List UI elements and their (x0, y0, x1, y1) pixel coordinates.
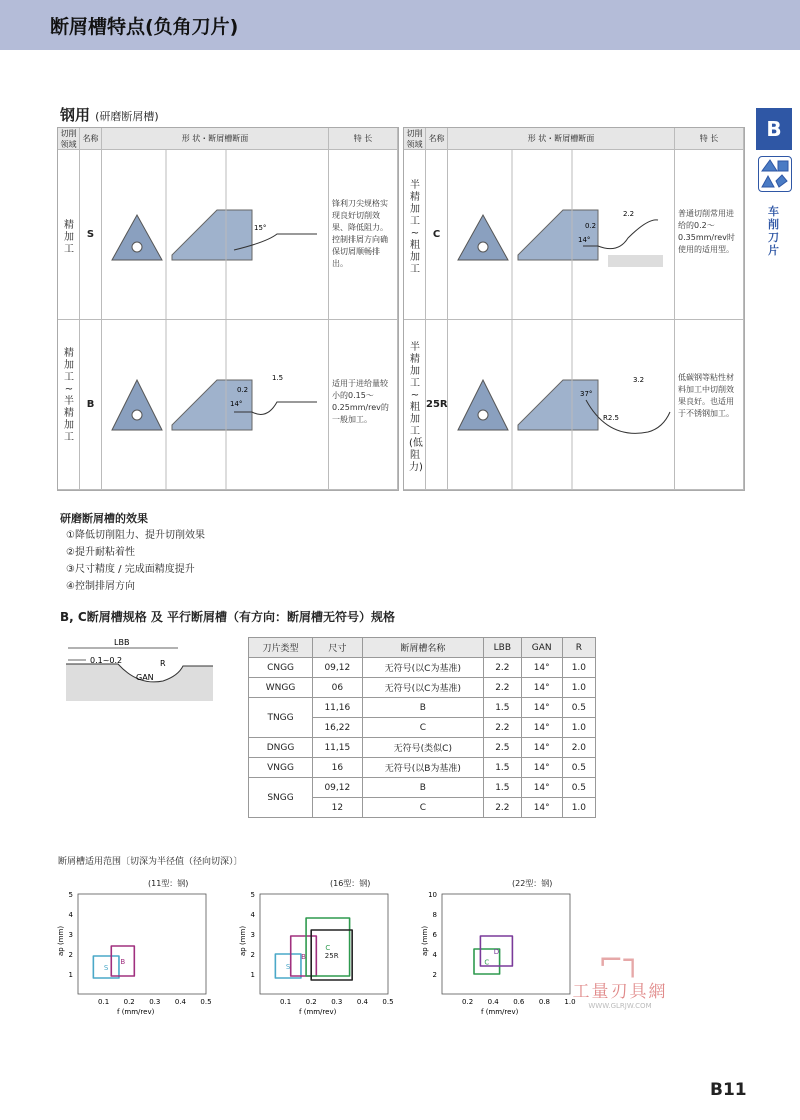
cell-gan: 14° (521, 738, 562, 758)
y-axis-label: ap (mm) (57, 925, 65, 956)
chart-title: (11型：钢) (148, 879, 189, 888)
y-axis-label: ap (mm) (421, 925, 429, 956)
head-shape: 形 状・断屑槽断面 (181, 134, 249, 143)
area-label: 精加工~半精加工 (64, 348, 74, 443)
chart-plot (56, 886, 216, 1036)
cell-r: 1.0 (562, 658, 595, 678)
x-axis-label: f (mm/rev) (299, 1008, 337, 1016)
cell-r: 1.0 (562, 798, 595, 818)
col-header: 断屑槽名称 (362, 638, 483, 658)
insert-drawing (102, 150, 329, 320)
section-title-sub: (研磨断屑槽) (95, 110, 159, 123)
cell-r: 0.5 (562, 758, 595, 778)
label-r: R (160, 659, 166, 668)
cell-r: 1.0 (562, 678, 595, 698)
cell-name: 无符号(以C为基准) (362, 678, 483, 698)
head-shape: 形 状・断屑槽断面 (527, 134, 595, 143)
insert-icon (758, 156, 792, 192)
col-header: 尺寸 (313, 638, 363, 658)
x-tick-label: 0.5 (382, 998, 394, 1006)
chart-11 (56, 874, 216, 1034)
cell-type: WNGG (249, 678, 313, 698)
effect-item: ②提升耐粘着性 (66, 547, 135, 558)
cell-r: 0.5 (562, 778, 595, 798)
cell-gan: 14° (521, 678, 562, 698)
watermark-logo-icon: ⌐┐ (598, 943, 642, 978)
head-name: 名称 (82, 134, 99, 143)
x-tick-label: 0.2 (123, 998, 135, 1006)
cell-gan: 14° (521, 698, 562, 718)
table-row (249, 698, 596, 718)
series-label: 25R (324, 952, 339, 960)
cell-size: 12 (313, 798, 363, 818)
plot-frame (260, 894, 388, 994)
dim-angle: 37° (580, 390, 593, 398)
area-label: 精加工 (64, 220, 74, 255)
effects-title: 研磨断屑槽的效果 (60, 512, 148, 525)
head-area: 切削领域 (406, 129, 423, 149)
cell-name: 无符号(以C为基准) (362, 658, 483, 678)
dim-radius: R2.5 (603, 414, 619, 422)
table-header-row (249, 638, 596, 658)
head-feature: 特 长 (699, 134, 719, 143)
cell-type: CNGG (249, 658, 313, 678)
x-axis-label: f (mm/rev) (117, 1008, 155, 1016)
y-axis-label: ap (mm) (239, 925, 247, 956)
effect-item: ①降低切削阻力、提升切削效果 (66, 530, 205, 541)
y-tick-label: 4 (432, 951, 437, 959)
feature-text: 适用于进给量较小的0.15～0.25mm/rev的一般加工。 (332, 379, 389, 424)
head-feature: 特 长 (353, 134, 373, 143)
cell-lbb: 1.5 (484, 778, 522, 798)
cell-r: 0.5 (562, 698, 595, 718)
page-title: 断屑槽特点(负角刀片) (50, 16, 239, 38)
cell-type: SNGG (249, 778, 313, 818)
x-tick-label: 0.6 (513, 998, 525, 1006)
table-row (249, 738, 596, 758)
cell-lbb: 2.2 (484, 678, 522, 698)
table-row (249, 778, 596, 798)
table-row (249, 678, 596, 698)
series-label: B (301, 953, 306, 961)
dim-width: 0.2 (237, 386, 249, 394)
dim-angle: 14° (578, 236, 591, 244)
cell-size: 16,22 (313, 718, 363, 738)
y-tick-label: 3 (68, 931, 73, 939)
chipbreaker-diagram (58, 636, 218, 706)
feature-text: 锋利刀尖规格实现良好切削效果、降低阻力。控制排屑方向确保切屑顺畅排出。 (332, 199, 388, 268)
col-header: R (562, 638, 595, 658)
cell-size: 16 (313, 758, 363, 778)
head-area: 切削领域 (60, 129, 77, 149)
x-tick-label: 0.2 (305, 998, 317, 1006)
cell-gan: 14° (521, 658, 562, 678)
cell-name: C (362, 798, 483, 818)
y-tick-label: 4 (250, 911, 255, 919)
spec-title: B, C断屑槽规格 及 平行断屑槽（有方向：断屑槽无符号）规格 (60, 610, 396, 624)
series-label: C (325, 944, 331, 952)
chipbreaker-name: C (432, 229, 441, 240)
label-gan: GAN (136, 673, 154, 682)
series-label: S (285, 963, 291, 971)
feature-text: 低碳钢等粘性材料加工中切削效果良好。也适用于不锈钢加工。 (678, 373, 734, 418)
head-name: 名称 (428, 134, 445, 143)
effect-item: ④控制排屑方向 (66, 581, 135, 592)
y-tick-label: 6 (432, 931, 437, 939)
chipbreaker-table-left (57, 127, 399, 491)
x-tick-label: 0.1 (98, 998, 110, 1006)
series-label: D (493, 948, 500, 956)
chart-plot (420, 886, 580, 1036)
series-label: B (120, 958, 126, 966)
cell-lbb: 1.5 (484, 698, 522, 718)
spec-table (248, 637, 596, 818)
chipbreaker-name: 25R (426, 399, 448, 410)
y-tick-label: 2 (432, 971, 437, 979)
cell-lbb: 2.2 (484, 718, 522, 738)
dim-lbb: 2.2 (623, 210, 635, 218)
series-label: S (103, 964, 109, 972)
cell-name: 无符号(以B为基准) (362, 758, 483, 778)
y-tick-label: 10 (428, 891, 437, 899)
cell-lbb: 2.5 (484, 738, 522, 758)
label-range: 0.1~0.2 (90, 656, 123, 665)
section-tab[interactable]: B (756, 108, 792, 150)
effect-item: ③尺寸精度 / 完成面精度提升 (66, 564, 195, 575)
chipbreaker-name: B (86, 399, 95, 410)
x-tick-label: 0.4 (174, 998, 186, 1006)
cell-type: DNGG (249, 738, 313, 758)
area-label: 半精加工~粗加工 (410, 180, 420, 275)
cell-lbb: 1.5 (484, 758, 522, 778)
y-tick-label: 4 (68, 911, 73, 919)
cell-r: 2.0 (562, 738, 595, 758)
y-tick-label: 2 (68, 951, 73, 959)
y-tick-label: 3 (250, 931, 255, 939)
dim-width: 0.2 (585, 222, 597, 230)
y-tick-label: 2 (250, 951, 255, 959)
col-header: 刀片类型 (249, 638, 313, 658)
feature-text: 普通切削常用进给的0.2～0.35mm/rev时使用的适用型。 (678, 209, 735, 254)
watermark (560, 945, 680, 1010)
x-tick-label: 0.3 (149, 998, 161, 1006)
cell-gan: 14° (521, 718, 562, 738)
col-header: LBB (484, 638, 522, 658)
chart-16 (238, 874, 398, 1034)
watermark-url: WWW.GLRJW.COM (588, 1002, 652, 1010)
x-tick-label: 0.3 (331, 998, 343, 1006)
chart-title: (22型：钢) (512, 879, 553, 888)
cell-name: B (362, 698, 483, 718)
chart-plot (238, 886, 398, 1036)
cell-name: B (362, 778, 483, 798)
dim-angle: 14° (230, 400, 243, 408)
chipbreaker-table-right (403, 127, 745, 491)
table-row (249, 758, 596, 778)
header-bar (0, 0, 800, 50)
cell-lbb: 2.2 (484, 798, 522, 818)
insert-drawing (448, 320, 675, 490)
cell-type: TNGG (249, 698, 313, 738)
cell-size: 11,16 (313, 698, 363, 718)
cell-type: VNGG (249, 758, 313, 778)
label-lbb: LBB (114, 638, 130, 647)
chart-22 (420, 874, 580, 1034)
watermark-text: 工量刃具網 (572, 982, 668, 1002)
effects-section (60, 510, 205, 595)
x-tick-label: 0.4 (487, 998, 499, 1006)
cell-gan: 14° (521, 798, 562, 818)
section-title (60, 104, 159, 125)
x-tick-label: 0.4 (356, 998, 368, 1006)
cell-size: 09,12 (313, 658, 363, 678)
plot-frame (78, 894, 206, 994)
range-title: 断屑槽适用范围〔切深为半径值（径向切深）〕 (58, 857, 243, 867)
plot-frame (442, 894, 570, 994)
x-tick-label: 0.1 (280, 998, 292, 1006)
side-label: 车削刀片 (768, 205, 779, 257)
series-label: C (484, 958, 490, 967)
dim-lbb: 1.5 (272, 374, 284, 382)
x-axis-label: f (mm/rev) (481, 1008, 519, 1016)
y-tick-label: 8 (432, 911, 437, 919)
cell-size: 06 (313, 678, 363, 698)
area-label: 半精加工~粗加工(低阻力) (409, 342, 423, 473)
chart-title: (16型：钢) (330, 879, 371, 888)
cell-lbb: 2.2 (484, 658, 522, 678)
page-number: B11 (710, 1080, 747, 1100)
table-row (249, 658, 596, 678)
col-header: GAN (521, 638, 562, 658)
insert-drawing (102, 320, 329, 490)
x-tick-label: 0.5 (200, 998, 212, 1006)
y-tick-label: 1 (68, 971, 73, 979)
section-title-main: 钢用 (60, 106, 91, 124)
cell-name: 无符号(类似C) (362, 738, 483, 758)
x-tick-label: 0.2 (462, 998, 474, 1006)
x-tick-label: 0.8 (538, 998, 550, 1006)
dim-lbb: 3.2 (633, 376, 645, 384)
y-tick-label: 5 (250, 891, 255, 899)
y-tick-label: 1 (250, 971, 255, 979)
dim-angle: 15° (254, 224, 267, 232)
cell-r: 1.0 (562, 718, 595, 738)
cell-size: 11,15 (313, 738, 363, 758)
y-tick-label: 5 (68, 891, 73, 899)
chipbreaker-name: S (86, 229, 95, 240)
cell-name: C (362, 718, 483, 738)
cell-gan: 14° (521, 778, 562, 798)
cell-gan: 14° (521, 758, 562, 778)
x-tick-label: 1.0 (564, 998, 576, 1006)
cell-size: 09,12 (313, 778, 363, 798)
insert-drawing (448, 150, 675, 320)
